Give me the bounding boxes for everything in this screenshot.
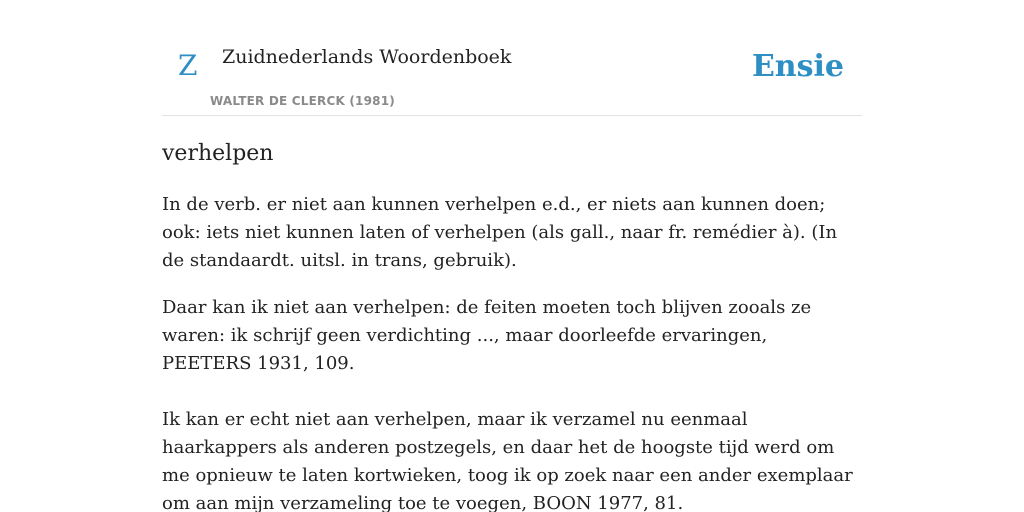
brand-logo[interactable]: Ensie: [751, 49, 844, 84]
dictionary-logo-icon[interactable]: Z: [178, 49, 198, 82]
entry-headword: verhelpen: [162, 141, 274, 166]
entry-content: [162, 138, 862, 512]
entry-quote: Ik kan er echt niet aan verhelpen, maar ik verzamel nu eenmaal haarkappers als anderen postzegels, en daar het de hoogste tijd werd om me opnieuw te laten kortwieken, toog ik op zoek naar een ander exemplaar om aan mijn verzameling toe te voegen, BOON 1977, 81.: [162, 409, 853, 512]
dictionary-author: WALTER DE CLERCK (1981): [210, 94, 395, 108]
dictionary-title[interactable]: Zuidnederlands Woordenboek: [222, 46, 512, 68]
entry-definition: In de verb. er niet aan kunnen verhelpen e.d., er niets aan kunnen doen; ook: iets niet kunnen laten of verhelpen (als gall., naar fr. remédier à). (In de standaardt. uitsl. in trans, gebruik).: [162, 194, 838, 271]
entry-quote: Daar kan ik niet aan verhelpen: de feiten moeten toch blijven zooals ze waren: ik schrijf geen verdichting ..., maar doorleefde ervaringen, PEETERS 1931, 109.: [162, 297, 812, 374]
header: [162, 0, 862, 116]
